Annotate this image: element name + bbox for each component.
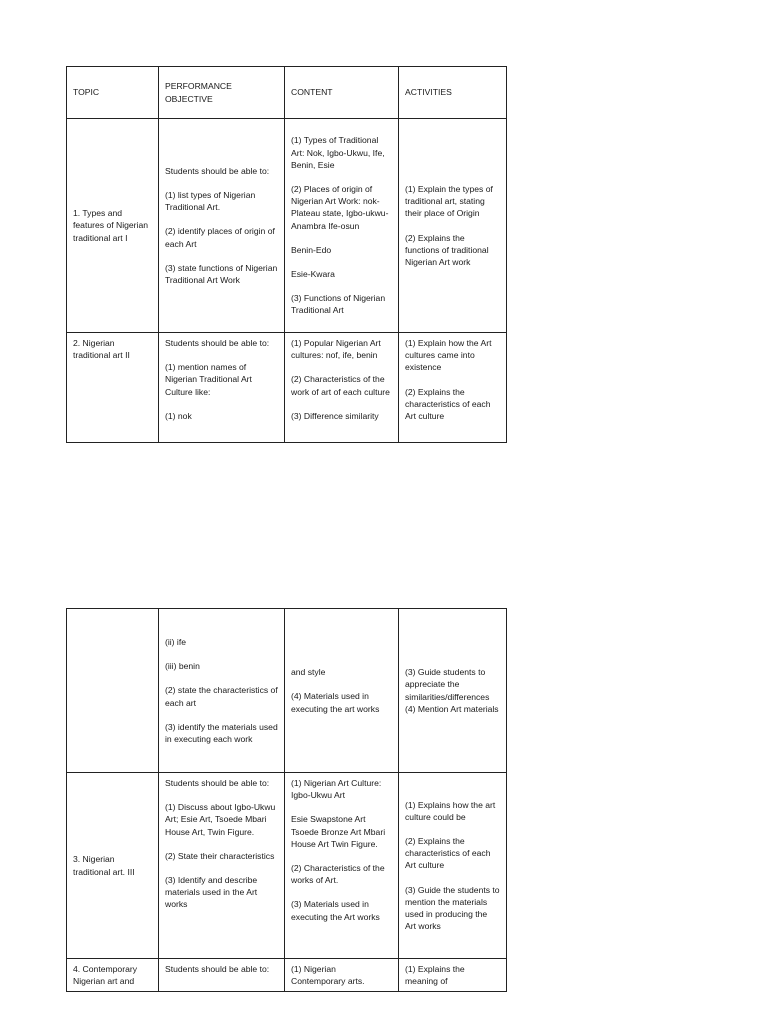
activities-text: (3) Guide students to appreciate the similarities/differences <box>405 667 490 702</box>
objective-text: (2) identify places of origin of each Art <box>165 226 275 249</box>
table-row <box>67 959 507 992</box>
content-cell <box>285 773 399 959</box>
topic-text: 1. Types and features of Nigerian traditional art I <box>73 208 148 243</box>
objective-cell <box>159 609 285 773</box>
objective-text: (1) nok <box>165 410 192 421</box>
activities-cell <box>399 333 507 443</box>
activities-cell <box>399 773 507 959</box>
topic-cell <box>67 609 159 773</box>
content-text: (2) Places of origin of Nigerian Art Work: nok-Plateau state, Igbo-ukwu-Anambra Ife-osun <box>291 183 389 231</box>
content-text: and style <box>291 667 326 678</box>
content-cell <box>285 333 399 443</box>
objective-text: (2) State their characteristics <box>165 850 275 861</box>
objective-text: (3) state functions of Nigerian Traditional Art Work <box>165 262 278 285</box>
topic-text: 2. Nigerian traditional art II <box>73 338 130 361</box>
content-text: (4) Materials used in executing the art works <box>291 691 380 714</box>
topic-cell <box>67 333 159 443</box>
objective-cell <box>159 333 285 443</box>
objective-cell <box>159 773 285 959</box>
content-text: (1) Nigerian Contemporary arts. <box>291 964 365 987</box>
activities-cell <box>399 959 507 992</box>
activities-text: (1) Explains the meaning of <box>405 964 465 987</box>
objective-text: Students should be able to: <box>165 165 270 176</box>
objective-text: (ii) ife <box>165 636 187 647</box>
activities-text: (2) Explains the characteristics of each Art culture <box>405 386 491 422</box>
topic-cell <box>67 773 159 959</box>
activities-text: (1) Explain the types of traditional art, stating their place of Origin <box>405 183 493 219</box>
content-text: (2) Characteristics of the works of Art. <box>291 863 385 886</box>
content-text: (2) Characteristics of the work of art of each culture <box>291 374 390 397</box>
content-text: (1) Nigerian Art Culture: Igbo-Ukwu Art <box>291 778 382 801</box>
activities-text: (4) Mention Art materials <box>405 703 499 714</box>
activities-text: (1) Explain how the Art cultures came into existence <box>405 338 492 373</box>
scheme-of-work-table-2 <box>66 608 507 992</box>
objective-text: (3) Identify and describe materials used in the Art works <box>165 875 258 910</box>
activities-text: (3) Guide the students to mention the materials used in producing the Art works <box>405 884 500 932</box>
activities-text: (2) Explains the characteristics of each Art culture <box>405 835 491 871</box>
topic-text: 4. Contemporary Nigerian art and <box>73 964 138 987</box>
content-cell <box>285 119 399 333</box>
content-cell <box>285 959 399 992</box>
content-text: (3) Difference similarity <box>291 410 379 421</box>
objective-cell <box>159 119 285 333</box>
content-text: (1) Types of Traditional Art: Nok, Igbo-Ukwu, Ife, Benin, Esie <box>291 135 385 170</box>
header-performance-objective: PERFORMANCE OBJECTIVE <box>159 67 285 119</box>
header-activities: ACTIVITIES <box>399 67 507 119</box>
table-row <box>67 609 507 773</box>
content-text: (1) Popular Nigerian Art cultures: nof, ife, benin <box>291 338 381 361</box>
objective-text: (iii) benin <box>165 661 200 672</box>
scheme-of-work-table-1 <box>66 66 507 443</box>
activities-text: (2) Explains the functions of traditional Nigerian Art work <box>405 232 489 267</box>
objective-text: Students should be able to: <box>165 338 270 348</box>
content-cell <box>285 609 399 773</box>
objective-text: (1) list types of Nigerian Traditional Art. <box>165 189 256 213</box>
activities-cell <box>399 609 507 773</box>
content-text: (3) Functions of Nigerian Traditional Art <box>291 293 386 316</box>
content-text: Esie Swapstone Art Tsoede Bronze Art Mbari House Art Twin Figure. <box>291 814 386 849</box>
topic-cell <box>67 959 159 992</box>
objective-text: (2) state the characteristics of each art <box>165 685 278 708</box>
table-row <box>67 333 507 443</box>
objective-text: (1) Discuss about Igbo-Ukwu Art; Esie Art, Tsoede Mbari House Art, Twin Figure. <box>165 802 276 837</box>
objective-text: (3) identify the materials used in executing each work <box>165 721 278 744</box>
content-text: Benin-Edo <box>291 244 332 255</box>
activities-cell <box>399 119 507 333</box>
content-text: (3) Materials used in executing the Art works <box>291 899 380 922</box>
content-text: Esie-Kwara <box>291 269 335 279</box>
table-header-row <box>67 67 507 119</box>
header-topic: TOPIC <box>67 67 159 119</box>
objective-text: Students should be able to: <box>165 778 270 788</box>
header-content: CONTENT <box>285 67 399 119</box>
topic-text: 3. Nigerian traditional art. III <box>73 854 135 877</box>
activities-text: (1) Explains how the art culture could be <box>405 799 496 822</box>
objective-text: Students should be able to: <box>165 964 270 974</box>
table-row <box>67 773 507 959</box>
objective-text: (1) mention names of Nigerian Traditional Art Culture like: <box>165 362 252 397</box>
topic-cell <box>67 119 159 333</box>
objective-cell <box>159 959 285 992</box>
table-row <box>67 119 507 333</box>
